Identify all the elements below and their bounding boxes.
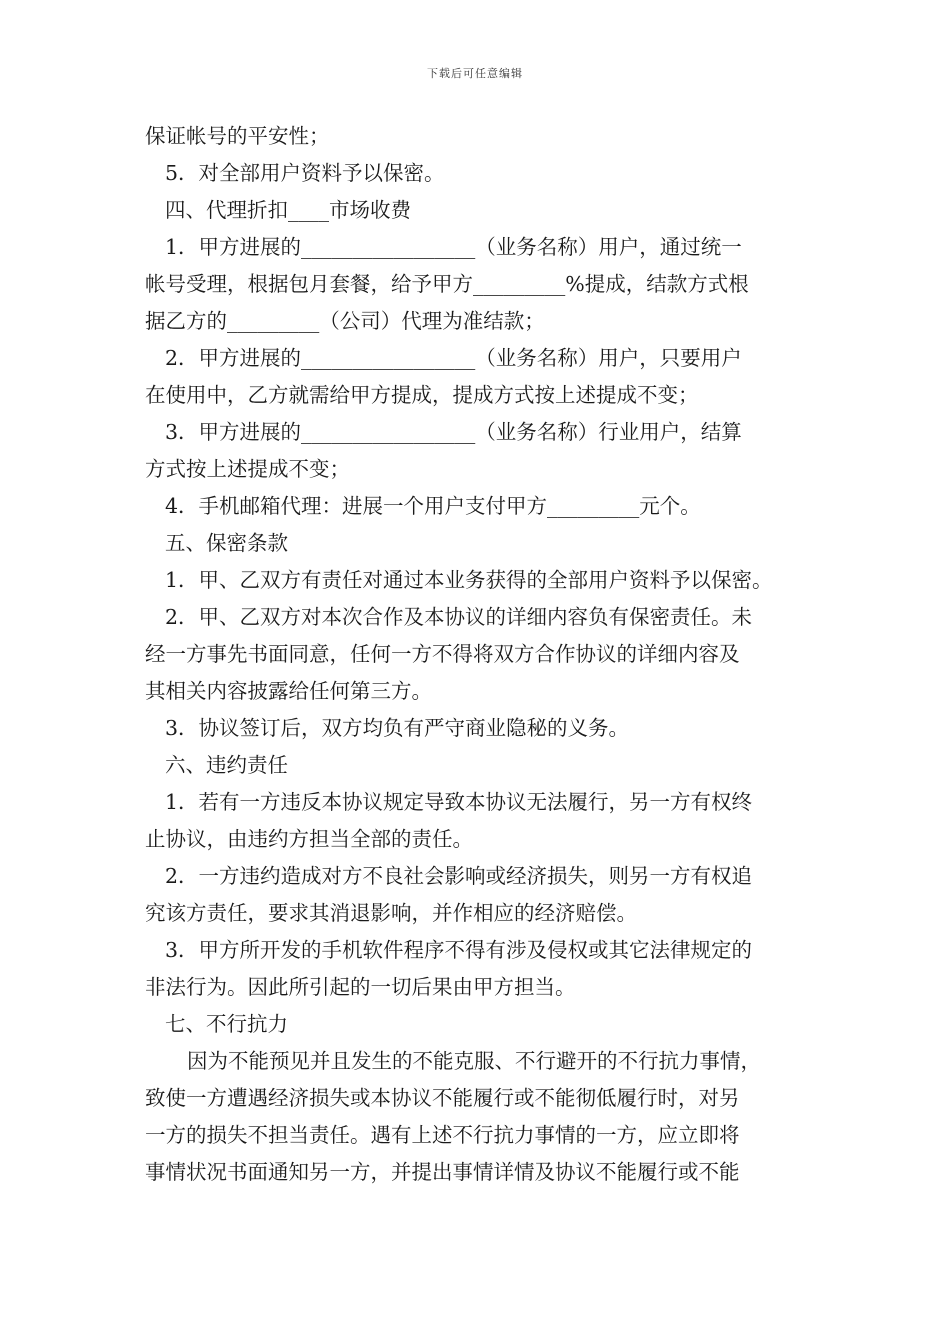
- text-line: 因为不能预见并且发生的不能克服、不行避开的不行抗力事情，: [187, 1049, 761, 1073]
- text-line: 方式按上述提成不变；: [145, 457, 350, 481]
- text-line: 3．甲方所开发的手机软件程序不得有涉及侵权或其它法律规定的: [165, 938, 753, 962]
- text-line: 1．若有一方违反本协议规定导致本协议无法履行，另一方有权终: [165, 790, 753, 814]
- text-line: 经一方事先书面同意，任何一方不得将双方合作协议的详细内容及: [145, 642, 740, 666]
- text-line: 在使用中，乙方就需给甲方提成，提成方式按上述提成不变；: [145, 383, 699, 407]
- blank-field: ____: [288, 198, 329, 222]
- blank-field: _________: [547, 494, 640, 518]
- text-line: 5．对全部用户资料予以保密。: [165, 161, 445, 185]
- text-line: 保证帐号的平安性；: [145, 124, 330, 148]
- section-heading: 六、违约责任: [165, 753, 288, 777]
- text-line: 2．甲、乙双方对本次合作及本协议的详细内容负有保密责任。未: [165, 605, 753, 629]
- text-line: 3．甲方进展的_________________（业务名称）行业用户，结算: [165, 420, 742, 444]
- text-line: 2．一方违约造成对方不良社会影响或经济损失，则另一方有权追: [165, 864, 753, 888]
- blank-field: _________________: [301, 420, 476, 444]
- text-line: 非法行为。因此所引起的一切后果由甲方担当。: [145, 975, 576, 999]
- text-line: 止协议，由违约方担当全部的责任。: [145, 827, 473, 851]
- section-heading: 七、不行抗力: [165, 1012, 288, 1036]
- blank-field: _________________: [301, 346, 476, 370]
- section-heading: 五、保密条款: [165, 531, 288, 555]
- text-line: 一方的损失不担当责任。遇有上述不行抗力事情的一方，应立即将: [145, 1123, 740, 1147]
- text-line: 1．甲方进展的_________________（业务名称）用户，通过统一: [165, 235, 742, 259]
- text-line: 其相关内容披露给任何第三方。: [145, 679, 432, 703]
- text-line: 3．协议签订后，双方均负有严守商业隐秘的义务。: [165, 716, 630, 740]
- section-heading: 四、代理折扣____市场收费: [165, 198, 411, 222]
- blank-field: _________________: [301, 235, 476, 259]
- page-header: 下载后可任意编辑: [427, 67, 523, 80]
- text-line: 事情状况书面通知另一方，并提出事情详情及协议不能履行或不能: [145, 1160, 740, 1184]
- blank-field: _________: [227, 309, 320, 333]
- text-line: 1．甲、乙双方有责任对通过本业务获得的全部用户资料予以保密。: [165, 568, 773, 592]
- blank-field: _________: [473, 272, 566, 296]
- text-line: 究该方责任，要求其消退影响，并作相应的经济赔偿。: [145, 901, 637, 925]
- text-line: 帐号受理，根据包月套餐，给予甲方_________%提成，结款方式根: [145, 272, 749, 296]
- text-line: 致使一方遭遇经济损失或本协议不能履行或不能彻低履行时，对另: [145, 1086, 740, 1110]
- text-line: 4．手机邮箱代理：进展一个用户支付甲方_________元个。: [165, 494, 701, 518]
- text-line: 据乙方的_________（公司）代理为准结款；: [145, 309, 545, 333]
- text-line: 2．甲方进展的_________________（业务名称）用户，只要用户: [165, 346, 742, 370]
